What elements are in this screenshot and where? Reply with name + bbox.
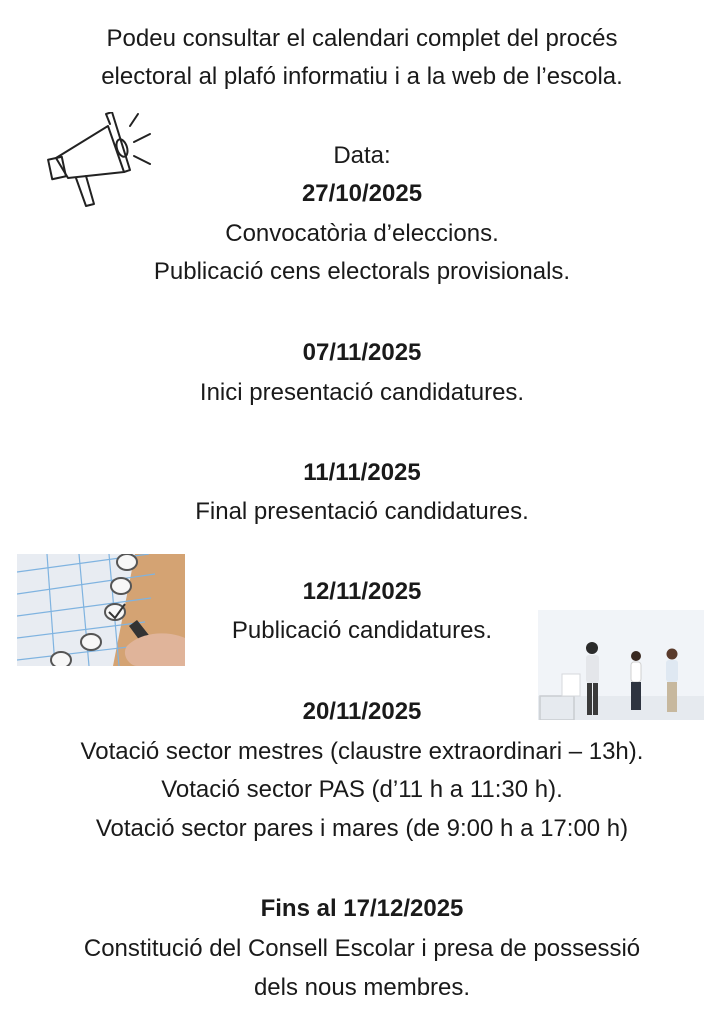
event-5-line-2: Votació sector PAS (d’11 h a 11:30 h). (161, 776, 563, 803)
event-1-line-1: Convocatòria d’eleccions. (225, 220, 499, 247)
event-6-line-1: Constitució del Consell Escolar i presa de possessió (83, 935, 641, 962)
event-2-date: 07/11/2025 (302, 339, 422, 366)
event-1-date: 27/10/2025 (301, 180, 423, 207)
intro-line-2: electoral al plafó informatiu i a la web de l’escola. (101, 63, 623, 90)
event-4-date: 12/11/2025 (302, 578, 422, 605)
event-6-line-2: dels nous membres. (253, 974, 471, 1001)
data-label: Data: (333, 142, 391, 169)
event-5-date: 20/11/2025 (302, 698, 422, 725)
event-5-line-1: Votació sector mestres (claustre extraordinari – 13h). (80, 738, 644, 765)
event-6-date: Fins al 17/12/2025 (260, 895, 464, 922)
event-5-line-3: Votació sector pares i mares (de 9:00 h a 17:00 h) (95, 815, 629, 842)
event-1-line-2: Publicació cens electorals provisionals. (153, 258, 571, 285)
ballot-photo (17, 554, 185, 666)
event-4-line-1: Publicació candidatures. (231, 617, 493, 644)
event-2-line-1: Inici presentació candidatures. (199, 379, 525, 406)
event-3-date: 11/11/2025 (303, 459, 421, 486)
event-3-line-1: Final presentació candidatures. (195, 498, 529, 525)
intro-line-1: Podeu consultar el calendari complet del procés (106, 25, 618, 52)
